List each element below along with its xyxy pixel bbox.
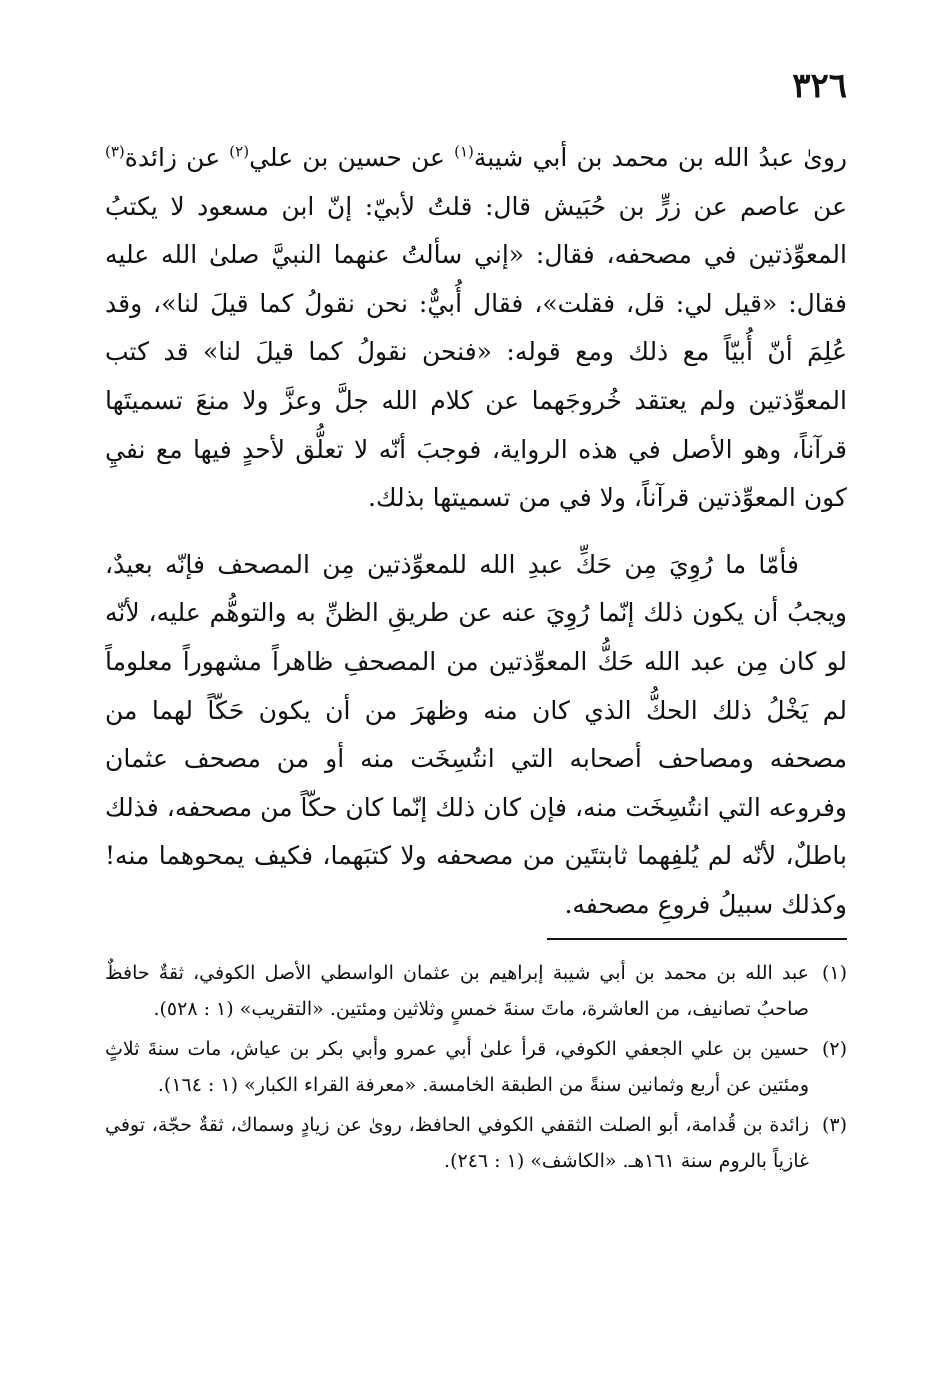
footnote-number: (١): [821, 962, 847, 984]
paragraph-1-text-d: عن عاصم عن زرٍّ بن حُبَيش قال: قلتُ لأبيّ: إنّ ابن مسعود لا يكتبُ المعوِّذتين في مصحفه، فقال: «إني سألتُ عنهما النبيَّ صلىٰ الله عليه فقال: «قيل لي: قل، فقلت»، فقال أُبيٌّ: نحن نقولُ كما قيلَ لنا»، وقد عُلِمَ أنّ أُبيّاً مع ذلك ومع قوله: «فنحن نقولُ كما قيلَ لنا» قد كتب المعوِّذتين ولم يعتقد خُروجَهما عن كلام الله جلَّ وعزَّ ولا منعَ تسميتَها قرآناً، وهو الأصل في هذه الرواية، فوجبَ أنّه لا تعلُّق لأحدٍ فيها مع نفيِ كون المعوِّذتين قرآناً، ولا في من تسميتها بذلك.: [105, 191, 847, 513]
paragraph-1: [105, 134, 847, 523]
paragraph-1-text-b: عن حسين بن علي: [249, 143, 455, 172]
footnote-ref-2: (٢): [229, 142, 250, 161]
footnote-2: [105, 1031, 847, 1103]
footnote-ref-3: (٣): [105, 142, 125, 161]
paragraph-1-text-a: روىٰ عبدُ الله بن محمد بن أبي شيبة: [473, 143, 847, 172]
main-text: [105, 134, 847, 930]
footnote-number: (٣): [821, 1114, 847, 1136]
footnote-text: زائدة بن قُدامة، أبو الصلت الثقفي الكوفي الحافظ، روىٰ عن زيادٍ وسماك، ثقةٌ حجّة، توفي غازياً بالروم سنة ١٦١هـ. «الكاشف» (١ : ٢٤٦).: [105, 1114, 809, 1172]
paragraph-1-text-c: عن زائدة: [124, 143, 230, 172]
footnote-number: (٢): [821, 1038, 847, 1060]
footnote-1: [105, 955, 847, 1027]
footnote-3: [105, 1107, 847, 1179]
footnote-text: حسين بن علي الجعفي الكوفي، قرأ علىٰ أبي عمرو وأبي بكر بن عياش، مات سنةَ ثلاثٍ ومئتين عن أربع وثمانين سنةً من الطبقة الخامسة. «معرفة القراء الكبار» (١ : ١٦٤).: [105, 1038, 809, 1096]
footnote-separator: [547, 938, 847, 940]
footnote-ref-1: (١): [454, 142, 474, 161]
page-number: ٣٢٦: [792, 66, 847, 106]
footnotes: [105, 955, 847, 1183]
paragraph-2: فأمّا ما رُوِيَ مِن حَكِّ عبدِ الله للمعوِّذتين مِن المصحف فإنّه بعيدٌ، ويجبُ أن يكون ذلك إنّما رُوِيَ عنه عن طريقِ الظنِّ به والتوهُّم عليه، لأنّه لو كان مِن عبد الله حَكُّ المعوِّذتين من المصحفِ ظاهراً مشهوراً معلوماً لم يَخْلُ ذلك الحكُّ الذي كان منه وظهرَ من أن يكون حَكّاً لهما من مصحفه ومصاحف أصحابه التي انتُسِخَت منه أو من مصحف عثمان وفروعه التي انتُسِخَت منه، فإن كان ذلك إنّما كان حكّاً من مصحفه، فذلك باطلٌ، لأنّه لم يُلفِهما ثابتتَين من مصحفه ولا كتبَهما، فكيف يمحوهما منه! وكذلك سبيلُ فروعِ مصحفه.: [105, 549, 847, 919]
footnote-text: عبد الله بن محمد بن أبي شيبة إبراهيم بن عثمان الواسطي الأصل الكوفي، ثقةٌ حافظٌ صاحبُ تصانيف، من العاشرة، ماتَ سنةَ خمسٍ وثلاثين ومئتين. «التقريب» (١ : ٥٢٨).: [105, 962, 809, 1020]
